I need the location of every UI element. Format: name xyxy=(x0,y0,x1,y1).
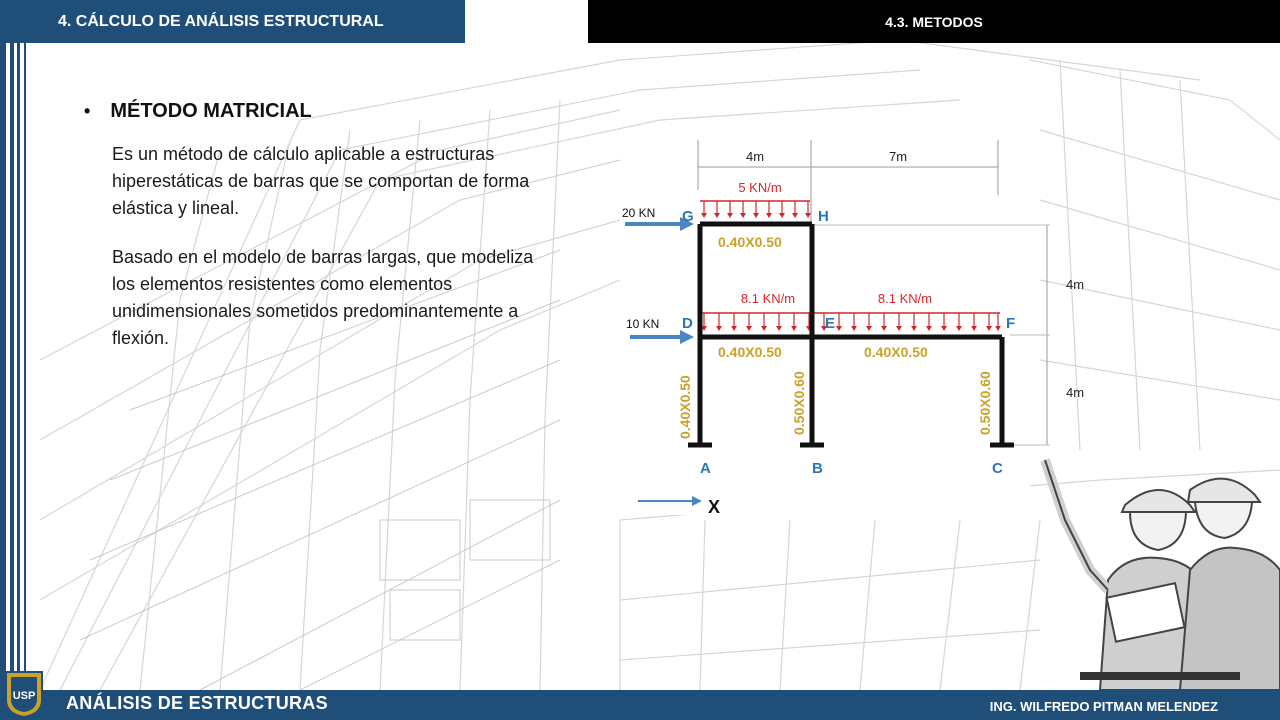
section-title: 4.3. METODOS xyxy=(885,13,983,30)
height-bottom-label: 4m xyxy=(1065,385,1085,400)
force-top-label: 20 KN xyxy=(622,206,656,220)
load-mid-left-label: 8.1 KN/m xyxy=(740,291,796,306)
bullet-icon: • xyxy=(84,101,91,121)
author-name: ING. WILFREDO PITMAN MELENDEZ xyxy=(989,699,1218,714)
paragraph-definition: Es un método de cálculo aplicable a estructuras hiperestáticas de barras que se comportan de forma elástica y lineal. xyxy=(112,144,530,218)
method-heading xyxy=(80,100,550,123)
x-axis-label: X xyxy=(708,497,721,517)
column-a-section: 0.40X0.50 xyxy=(677,375,693,439)
beam-gh-section: 0.40X0.50 xyxy=(718,234,782,250)
method-title: MÉTODO MATRICIAL xyxy=(110,100,312,122)
node-e: E xyxy=(825,315,836,332)
footer-bar xyxy=(0,690,1280,720)
load-mid-arrows xyxy=(704,313,998,328)
seal-text: USP xyxy=(12,690,36,702)
load-top-arrows xyxy=(704,201,808,215)
university-seal-icon xyxy=(2,670,46,718)
left-decorative-stripes xyxy=(0,0,40,690)
load-mid-right-label: 8.1 KN/m xyxy=(877,291,933,306)
beam-ef-section: 0.40X0.50 xyxy=(864,344,928,360)
support-b: B xyxy=(812,460,823,477)
frame-members xyxy=(700,224,1002,445)
paragraph-model: Basado en el modelo de barras largas, que modeliza los elementos resistentes como elementos unidimensionales sometidos predominantemente a flexión. xyxy=(112,247,534,348)
height-top-label: 4m xyxy=(1065,277,1085,292)
engineers-illustration xyxy=(1030,450,1280,690)
hard-hat-icon xyxy=(1122,490,1195,512)
node-f: F xyxy=(1006,315,1016,332)
span-right-label: 7m xyxy=(888,149,908,164)
node-g: G xyxy=(682,208,694,225)
column-b-section: 0.50X0.60 xyxy=(791,371,807,435)
support-c: C xyxy=(992,460,1003,477)
force-mid-label: 10 KN xyxy=(626,317,660,331)
section-header xyxy=(588,0,1280,43)
beam-de-section: 0.40X0.50 xyxy=(718,344,782,360)
chapter-header xyxy=(0,0,465,43)
column-c-section: 0.50X0.60 xyxy=(977,371,993,435)
chapter-title: 4. CÁLCULO DE ANÁLISIS ESTRUCTURAL xyxy=(58,12,384,30)
node-h: H xyxy=(818,208,829,225)
support-a: A xyxy=(700,460,711,477)
node-d: D xyxy=(682,315,693,332)
span-left-label: 4m xyxy=(745,149,765,164)
course-title: ANÁLISIS DE ESTRUCTURAS xyxy=(66,693,328,713)
slide-content xyxy=(80,100,550,352)
frame-diagram xyxy=(620,135,1085,517)
load-top-label: 5 KN/m xyxy=(738,180,782,195)
